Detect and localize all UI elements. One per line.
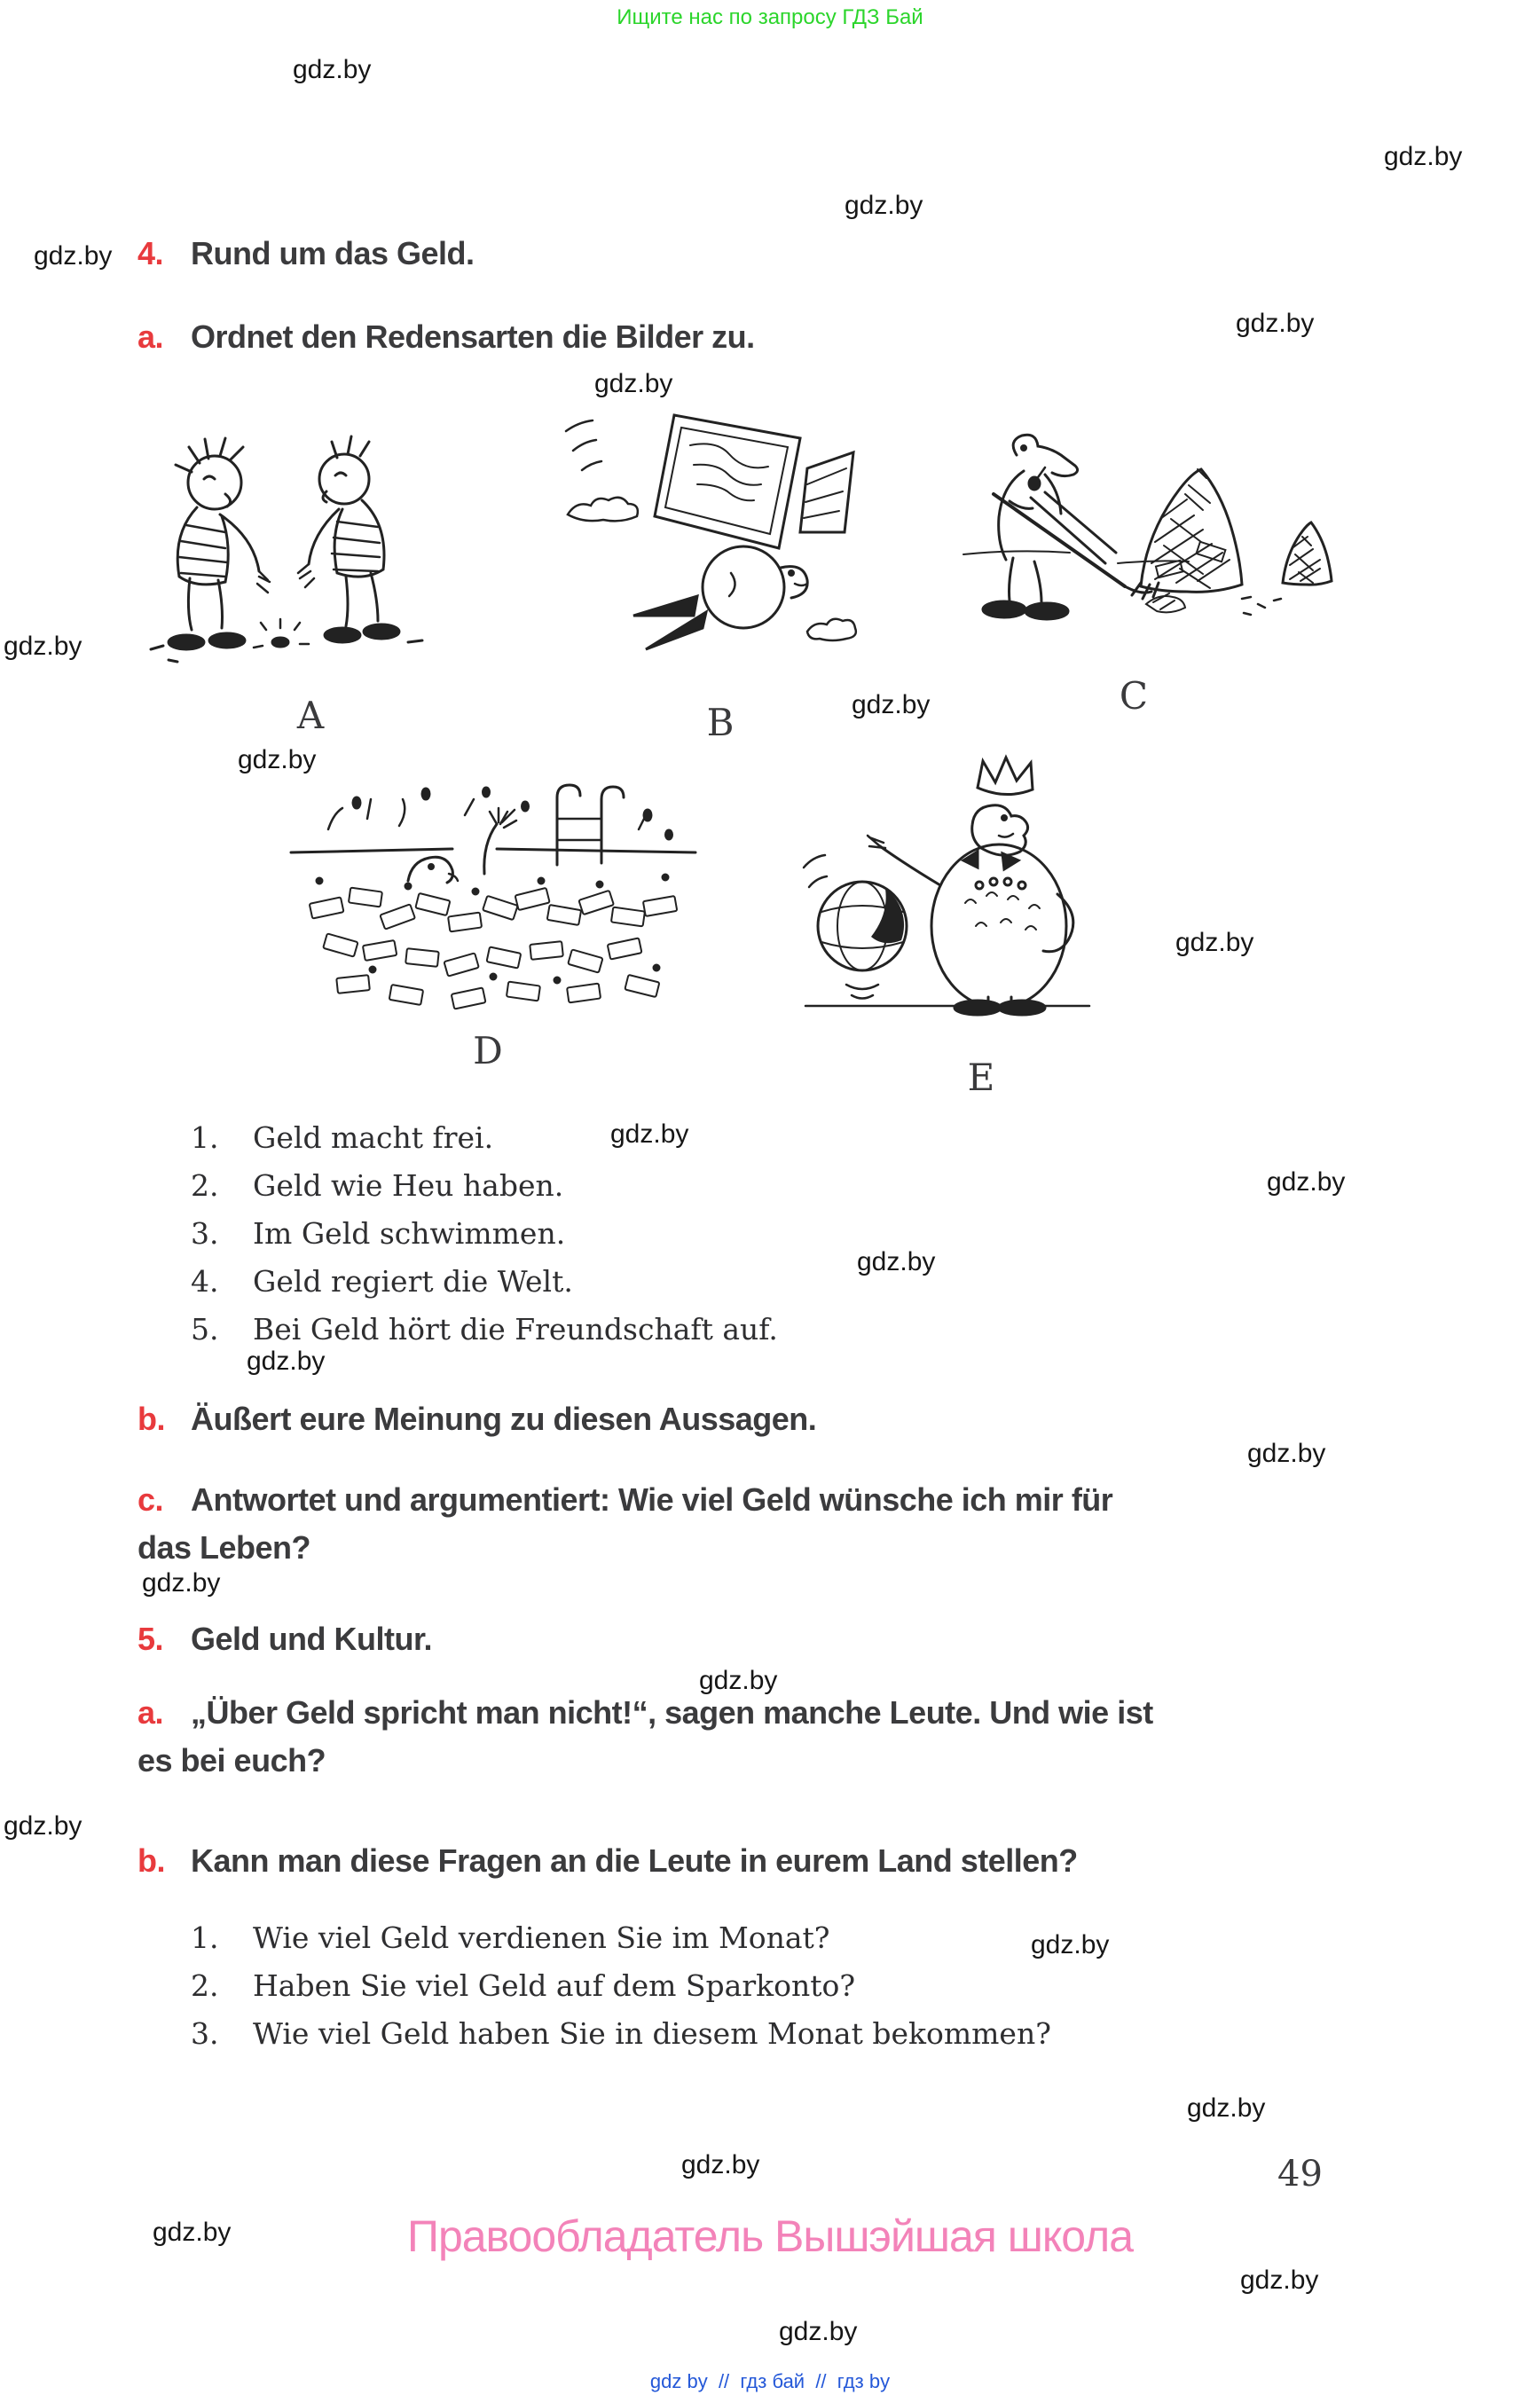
- figure-a-label: A: [296, 694, 325, 737]
- idiom-item: 5. Bei Geld hört die Freundschaft auf.: [191, 1312, 778, 1347]
- question-item: 3. Wie viel Geld haben Sie in diesem Monat bekommen?: [191, 2016, 1051, 2051]
- figure-e-king-with-globe-cartoon: [781, 752, 1109, 1032]
- watermark: gdz.by: [1236, 309, 1315, 338]
- watermark: gdz.by: [699, 1666, 778, 1695]
- exercise4-heading: [138, 235, 475, 271]
- exercise4-part-c: c. Antwortet und argumentiert: Wie viel Geld wünsche ich mir für das Leben?: [138, 1481, 1113, 1566]
- watermark: gdz.by: [857, 1247, 936, 1276]
- watermark: gdz.by: [238, 745, 317, 774]
- part-letter: a.: [138, 318, 164, 355]
- idiom-item: 4. Geld regiert die Welt.: [191, 1264, 573, 1299]
- figure-d-swimming-in-money-cartoon: [275, 767, 710, 1020]
- exercise4-part-a: [138, 318, 755, 355]
- watermark: gdz.by: [1247, 1439, 1326, 1468]
- exercise5-heading: [138, 1623, 432, 1655]
- exercise4-number: 4.: [138, 235, 164, 271]
- question-item: 2. Haben Sie viel Geld auf dem Sparkonto?: [191, 1968, 856, 2003]
- watermark: gdz.by: [247, 1347, 326, 1376]
- watermark: gdz.by: [1240, 2266, 1319, 2295]
- question-list: [191, 1914, 1051, 2058]
- figure-e-label: E: [967, 1056, 995, 1099]
- exercise5-title: Geld und Kultur.: [191, 1621, 432, 1657]
- question-item: 1. Wie viel Geld verdienen Sie im Monat?: [191, 1920, 830, 1955]
- figure-b-flying-banknote-cartoon: [541, 399, 869, 679]
- promo-banner: Ищите нас по запросу ГДЗ Бай: [617, 5, 923, 29]
- watermark: gdz.by: [4, 632, 82, 661]
- watermark: gdz.by: [1187, 2093, 1266, 2123]
- figure-c-money-haystacks-cartoon: [931, 412, 1348, 665]
- idiom-item: 1. Geld macht frei.: [191, 1120, 494, 1155]
- exercise5-part-b: b. Kann man diese Fragen an die Leute in eurem Land stellen?: [138, 1842, 1078, 1879]
- watermark: gdz.by: [1031, 1930, 1110, 1959]
- figure-c-label: C: [1119, 674, 1149, 718]
- figure-d-label: D: [473, 1029, 503, 1072]
- watermark: gdz.by: [845, 191, 923, 220]
- watermark: gdz.by: [779, 2317, 858, 2346]
- watermark: gdz.by: [1267, 1167, 1346, 1197]
- watermark: gdz.by: [142, 1568, 221, 1598]
- part-text: Ordnet den Redensarten die Bilder zu.: [191, 318, 755, 355]
- watermark: gdz.by: [681, 2150, 760, 2179]
- figure-b-label: B: [706, 701, 735, 744]
- footer-links[interactable]: gdz by // гдз бай // гдз by: [649, 2370, 891, 2392]
- figure-a-children-quarrel-cartoon: [115, 410, 470, 680]
- idiom-item: 2. Geld wie Heu haben.: [191, 1168, 564, 1203]
- watermark: gdz.by: [4, 1811, 82, 1841]
- watermark: gdz.by: [594, 369, 673, 398]
- idiom-list: [191, 1114, 778, 1354]
- page-number: 49: [1277, 2154, 1323, 2195]
- watermark: gdz.by: [34, 241, 113, 271]
- watermark: gdz.by: [852, 690, 931, 719]
- watermark: gdz.by: [153, 2218, 232, 2247]
- watermark: gdz.by: [1175, 928, 1254, 957]
- watermark: gdz.by: [1384, 142, 1463, 171]
- exercise4-title: Rund um das Geld.: [191, 235, 475, 271]
- watermark: gdz.by: [293, 55, 372, 84]
- watermark: gdz.by: [610, 1119, 689, 1149]
- exercise5-part-a: a. „Über Geld spricht man nicht!“, sagen manche Leute. Und wie ist es bei euch?: [138, 1694, 1153, 1779]
- idiom-item: 3. Im Geld schwimmen.: [191, 1216, 566, 1251]
- exercise4-part-b: b. Äußert eure Meinung zu diesen Aussagen.: [138, 1401, 817, 1437]
- copyright-line: Правообладатель Вышэйшая школа: [407, 2211, 1133, 2261]
- exercise5-number: 5.: [138, 1621, 164, 1657]
